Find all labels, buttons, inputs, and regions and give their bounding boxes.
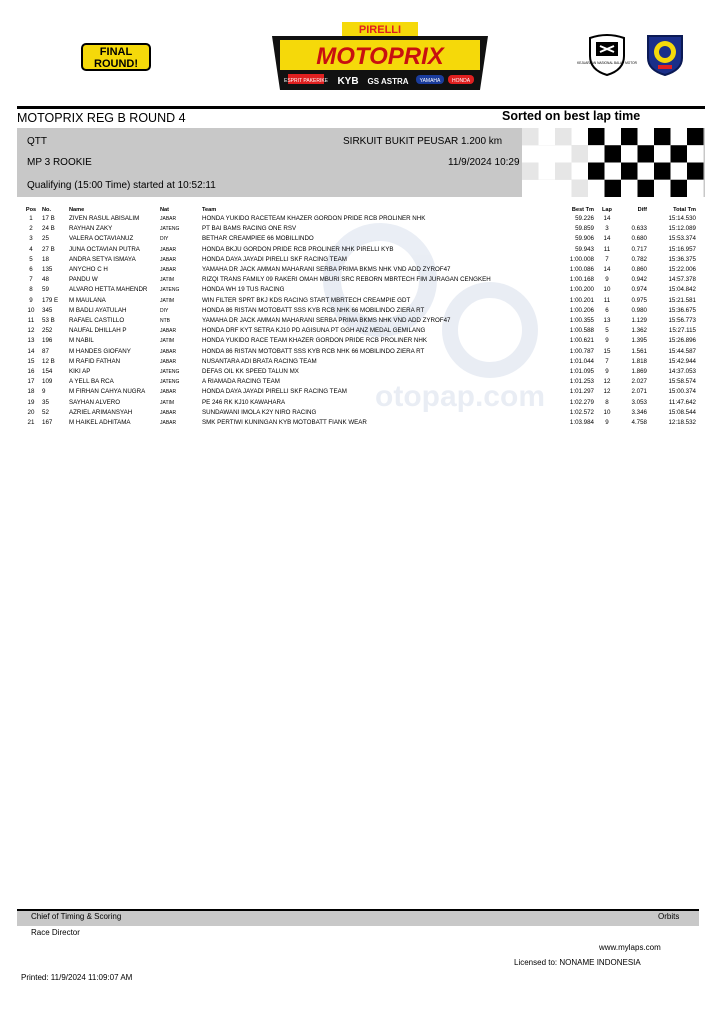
result-total-time: 15:44.587 xyxy=(668,347,696,355)
table-row xyxy=(20,234,696,244)
table-row xyxy=(20,245,696,255)
result-nat: NTB xyxy=(160,318,170,325)
result-best-lap: 9 xyxy=(605,276,609,284)
result-total-time: 15:58.574 xyxy=(668,378,696,386)
result-nat: JABAR xyxy=(160,328,177,335)
results-table xyxy=(20,205,696,428)
result-best-time: 59.943 xyxy=(575,245,594,253)
checker-square xyxy=(621,180,638,197)
result-best-time: 1:00.168 xyxy=(569,276,594,284)
championship-seal-icon xyxy=(577,32,637,76)
pirelli-wordmark: PIRELLI xyxy=(358,24,402,36)
result-diff: 1.129 xyxy=(631,317,647,325)
result-best-time: 1:02.279 xyxy=(569,398,594,406)
checker-square xyxy=(671,128,688,145)
checker-square xyxy=(671,145,688,162)
result-nat: JATENG xyxy=(160,379,180,386)
result-number: 345 xyxy=(42,306,53,314)
result-best-lap: 5 xyxy=(605,327,609,335)
result-best-time: 1:01.044 xyxy=(569,357,594,365)
result-nat: JABAR xyxy=(160,256,177,263)
result-best-lap: 14 xyxy=(603,266,611,274)
result-team: HONDA YUKIDO RACE TEAM KHAZER GORDON PRIDE RCB PROLINER NHK xyxy=(202,337,427,345)
result-pos: 20 xyxy=(27,408,35,416)
table-row xyxy=(20,357,696,367)
final-round-line2: ROUND! xyxy=(94,58,138,70)
result-team: HONDA DRF KYT SETRA KJ10 PD AGISUNA PT GGH ANZ MEDAL GEMILANG xyxy=(202,327,426,335)
result-number: 18 xyxy=(42,255,49,263)
result-nat: DIY xyxy=(160,307,169,314)
result-nat: JABAR xyxy=(160,216,177,222)
checker-square xyxy=(621,128,638,145)
result-nat: JATENG xyxy=(160,369,180,376)
result-best-lap: 15 xyxy=(603,347,611,355)
result-number: 48 xyxy=(42,276,49,284)
result-diff: 3.346 xyxy=(631,408,647,416)
website-link[interactable]: www.mylaps.com xyxy=(599,943,661,952)
result-team: BETHAR CREAMPIEE 66 MOBILLINDO xyxy=(202,235,314,243)
result-total-time: 15:21.581 xyxy=(668,296,696,304)
result-nat: JATIM xyxy=(160,277,175,284)
result-total-time: 15:36.675 xyxy=(668,306,696,314)
result-rider-name: M HAIKEL ADHITAMA xyxy=(69,419,131,427)
checker-square xyxy=(555,145,572,162)
result-team: YAMAHA DR JACK AMMAN MAHARANI SERBA PRIMA BKMS NHK VND ADD ZYROF47 xyxy=(202,266,451,274)
result-total-time: 15:04.842 xyxy=(668,286,696,294)
checker-square xyxy=(687,128,704,145)
checker-square xyxy=(522,145,539,162)
result-team: NUSANTARA ADI BRATA RACING TEAM xyxy=(202,357,317,365)
table-header-row xyxy=(20,205,696,214)
checker-square xyxy=(539,163,556,180)
result-rider-name: ZIVEN RASUL ABISALIM xyxy=(69,215,140,222)
result-rider-name: JUNA OCTAVIAN PUTRA xyxy=(69,245,140,253)
result-best-lap: 11 xyxy=(603,296,611,304)
result-diff: 2.071 xyxy=(631,388,647,396)
checker-square xyxy=(555,180,572,197)
checker-square xyxy=(605,180,622,197)
result-total-time: 12:18.532 xyxy=(668,419,696,427)
result-best-lap: 14 xyxy=(603,235,611,243)
checker-square xyxy=(654,145,671,162)
result-pos: 3 xyxy=(29,235,33,243)
result-diff: 0.942 xyxy=(631,276,647,284)
result-best-time: 1:00.086 xyxy=(569,266,594,274)
result-best-time: 1:00.201 xyxy=(569,296,594,304)
result-team: SMK PERTIWI KUNINGAN KYB MOTOBATT FIANK WEAR xyxy=(202,419,367,427)
result-team: HONDA WH 19 TUS RACING xyxy=(202,286,285,294)
session-datetime: 11/9/2024 10:29 xyxy=(448,157,520,168)
result-pos: 7 xyxy=(29,276,33,284)
result-best-lap: 9 xyxy=(605,337,609,345)
result-number: 196 xyxy=(42,337,53,345)
result-total-time: 15:00.374 xyxy=(668,388,696,396)
result-best-time: 1:01.095 xyxy=(569,368,594,376)
result-best-lap: 7 xyxy=(605,255,609,263)
table-row xyxy=(20,214,696,224)
result-best-time: 1:03.984 xyxy=(569,419,594,427)
result-best-lap: 10 xyxy=(603,286,611,294)
sponsor-esprit: ESPRIT PAKERIKE xyxy=(284,78,328,84)
checker-square xyxy=(671,163,688,180)
result-team: SUNDAWANI IMOLA K2Y NIRO RACING xyxy=(202,408,317,416)
checker-square xyxy=(539,180,556,197)
result-rider-name: M BADLI AYATULAH xyxy=(69,306,127,314)
result-pos: 4 xyxy=(29,245,33,253)
result-best-lap: 9 xyxy=(605,368,609,376)
result-number: 252 xyxy=(42,327,53,335)
result-total-time: 15:16.957 xyxy=(668,245,696,253)
circuit-name: SIRKUIT BUKIT PEUSAR 1.200 km xyxy=(343,136,503,147)
result-team: RIZQI TRANS FAMILY 09 RAKERI OMAH MBURI SRC REBORN MBRTECH FIM JURAGAN CENGKEH xyxy=(202,276,491,284)
result-nat: JABAR xyxy=(160,420,177,427)
result-nat: JATENG xyxy=(160,287,180,294)
result-number: 109 xyxy=(42,378,53,386)
sponsor-kyb: KYB xyxy=(337,76,359,87)
result-team: A RIAMADA RACING TEAM xyxy=(202,378,280,386)
result-rider-name: VALERA OCTAVIANUZ xyxy=(69,235,134,243)
col-diff-header: Diff xyxy=(637,206,647,213)
col-pos-header: Pos xyxy=(25,206,37,213)
checker-square xyxy=(638,145,655,162)
result-team: YAMAHA DR JACK AMMAN MAHARANI SERBA PRIMA BKMS NHK VND ADD ZYROF47 xyxy=(202,317,451,325)
imi-seal-icon xyxy=(644,32,686,76)
result-total-time: 15:36.375 xyxy=(668,255,696,263)
col-total-header: Total Tm xyxy=(673,206,696,213)
checker-square xyxy=(671,180,688,197)
table-row xyxy=(20,326,696,336)
session-code: QTT xyxy=(27,136,47,147)
result-nat: JABAR xyxy=(160,267,177,274)
result-best-lap: 13 xyxy=(603,317,611,325)
checker-square xyxy=(522,128,539,145)
result-diff: 1.561 xyxy=(631,347,647,355)
result-pos: 5 xyxy=(29,255,33,263)
result-best-time: 1:00.008 xyxy=(569,255,594,263)
result-number: 9 xyxy=(42,388,46,396)
result-total-time: 15:14.530 xyxy=(668,215,696,222)
result-diff xyxy=(620,214,647,224)
result-team: HONDA 86 RISTAN MOTOBATT SSS KYB RCB NHK 66 MOBILINDO ZIERA RT xyxy=(202,347,425,355)
col-no-header: No. xyxy=(42,206,52,213)
race-class: MP 3 ROOKIE xyxy=(27,157,92,168)
result-nat: JABAR xyxy=(160,409,177,416)
result-best-time: 59.906 xyxy=(575,235,594,243)
result-team: PT BAI BAMS RACING ONE RSV xyxy=(202,225,297,233)
table-row xyxy=(20,275,696,285)
result-pos: 14 xyxy=(27,347,35,355)
col-best-header: Best Tm xyxy=(571,206,594,213)
result-number: 59 xyxy=(42,286,49,294)
table-row xyxy=(20,377,696,387)
result-diff: 0.633 xyxy=(631,225,647,233)
checker-square xyxy=(539,145,556,162)
result-total-time: 11:47.642 xyxy=(668,398,696,406)
table-row xyxy=(20,408,696,418)
result-diff: 0.860 xyxy=(631,266,647,274)
checker-square xyxy=(522,180,539,197)
printed-timestamp: Printed: 11/9/2024 11:09:07 AM xyxy=(21,973,133,982)
result-number: 27 B xyxy=(42,245,55,253)
sponsor-gs-astra: GS ASTRA xyxy=(367,77,409,86)
result-total-time: 14:57.378 xyxy=(668,276,696,284)
result-number: 87 xyxy=(42,347,49,355)
result-pos: 17 xyxy=(27,378,35,386)
checker-square xyxy=(539,128,556,145)
result-pos: 16 xyxy=(27,368,35,376)
checker-square xyxy=(621,163,638,180)
result-pos: 15 xyxy=(27,357,35,365)
checker-square xyxy=(638,163,655,180)
result-nat: JATIM xyxy=(160,399,175,406)
result-diff: 1.869 xyxy=(631,368,647,376)
checker-square xyxy=(555,163,572,180)
result-team: HONDA BKJU GORDON PRIDE RCB PROLINER NHK PIRELLI KYB xyxy=(202,245,394,253)
result-pos: 13 xyxy=(27,337,35,345)
table-row xyxy=(20,224,696,234)
result-rider-name: AZRIEL ARIMANSYAH xyxy=(69,408,133,416)
result-best-time: 1:00.621 xyxy=(569,337,594,345)
result-pos: 1 xyxy=(29,215,33,222)
result-diff: 2.027 xyxy=(631,378,647,386)
checker-square xyxy=(588,163,605,180)
checker-square xyxy=(654,180,671,197)
result-diff: 0.980 xyxy=(631,306,647,314)
result-diff: 0.717 xyxy=(631,245,647,253)
result-best-lap: 9 xyxy=(605,419,609,427)
result-number: 35 xyxy=(42,398,49,406)
result-rider-name: M RAFID FATHAN xyxy=(69,357,121,365)
race-director-label: Race Director xyxy=(31,928,80,937)
result-team: HONDA DAYA JAYADI PIRELLI SKF RACING TEAM xyxy=(202,255,347,263)
result-pos: 6 xyxy=(29,266,33,274)
col-lap-header: Lap xyxy=(602,206,612,213)
result-total-time: 15:12.089 xyxy=(668,225,696,233)
checker-square xyxy=(687,163,704,180)
col-nat-header: Nat xyxy=(160,206,170,213)
result-pos: 18 xyxy=(27,388,35,396)
result-pos: 12 xyxy=(27,327,35,335)
result-best-lap: 12 xyxy=(603,378,611,386)
result-nat: JABAR xyxy=(160,358,177,365)
seal-left-text: KEJUARAAN NASIONAL BALAP MOTOR xyxy=(577,61,637,65)
result-rider-name: SAYHAN ALVERO xyxy=(69,398,121,406)
result-rider-name: M NABIL xyxy=(69,337,94,345)
motoprix-wordmark: MOTOPRIX xyxy=(316,43,444,70)
result-number: 135 xyxy=(42,266,53,274)
result-nat: JATIM xyxy=(160,297,175,304)
result-diff: 0.975 xyxy=(631,296,647,304)
checker-square xyxy=(605,128,622,145)
result-best-lap: 12 xyxy=(603,388,611,396)
result-number: 25 xyxy=(42,235,49,243)
result-diff: 4.758 xyxy=(631,419,647,427)
result-best-lap: 3 xyxy=(605,225,609,233)
result-total-time: 14:37.053 xyxy=(668,368,696,376)
checker-square xyxy=(588,180,605,197)
result-team: PE 246 RK KJ10 KAWAHARA xyxy=(202,398,286,406)
result-pos: 11 xyxy=(27,317,35,325)
motoprix-logo xyxy=(266,22,494,94)
result-rider-name: M MAULANA xyxy=(69,296,106,304)
sponsor-yamaha: YAMAHA xyxy=(419,78,441,84)
result-team: WIN FILTER SPRT BKJ KDS RACING START MBRTECH CREAMPIE GDT xyxy=(202,296,411,304)
result-best-time: 1:00.355 xyxy=(569,317,594,325)
result-best-time: 1:00.200 xyxy=(569,286,594,294)
checker-square xyxy=(605,145,622,162)
watermark-text: otopap.com xyxy=(375,380,545,413)
orbits-label: Orbits xyxy=(658,912,680,921)
result-pos: 10 xyxy=(27,306,35,314)
result-number: 179 E xyxy=(42,296,59,304)
result-team: HONDA DAYA JAYADI PIRELLI SKF RACING TEAM xyxy=(202,388,347,396)
result-pos: 8 xyxy=(29,286,33,294)
license-text: Licensed to: NONAME INDONESIA xyxy=(514,958,641,967)
result-total-time: 15:08.544 xyxy=(668,408,696,416)
result-number: 12 B xyxy=(42,357,55,365)
table-row xyxy=(20,367,696,377)
result-rider-name: ANYCHO C H xyxy=(69,266,108,274)
checker-square xyxy=(605,163,622,180)
result-diff: 1.818 xyxy=(631,357,647,365)
result-nat: JABAR xyxy=(160,348,177,355)
result-best-time: 1:00.787 xyxy=(569,347,594,355)
result-best-time: 1:01.253 xyxy=(569,378,594,386)
result-total-time: 15:56.773 xyxy=(668,317,696,325)
result-nat: JATENG xyxy=(160,226,180,233)
checker-square xyxy=(572,163,589,180)
result-rider-name: ANDRA SETYA ISMAYA xyxy=(69,255,136,263)
checker-square xyxy=(588,145,605,162)
result-diff: 0.680 xyxy=(631,235,647,243)
result-diff: 0.782 xyxy=(631,255,647,263)
checker-square xyxy=(555,128,572,145)
result-number: 167 xyxy=(42,419,53,427)
result-total-time: 15:53.374 xyxy=(668,235,696,243)
result-best-lap: 14 xyxy=(603,215,611,222)
result-pos: 19 xyxy=(27,398,35,406)
table-row xyxy=(20,296,696,306)
table-row xyxy=(20,306,696,316)
checker-square xyxy=(621,145,638,162)
table-row xyxy=(20,387,696,397)
final-round-logo xyxy=(80,42,152,72)
checker-square xyxy=(687,180,704,197)
result-best-time: 1:00.588 xyxy=(569,327,594,335)
result-best-time: 1:01.297 xyxy=(569,388,594,396)
final-round-line1: FINAL xyxy=(99,46,133,58)
result-best-time: 1:00.206 xyxy=(569,306,594,314)
checker-square xyxy=(572,128,589,145)
checkered-flag-pattern xyxy=(522,128,705,197)
table-row xyxy=(20,398,696,408)
result-total-time: 15:42.944 xyxy=(668,357,696,365)
result-number: 53 B xyxy=(42,317,55,325)
result-diff: 1.395 xyxy=(631,337,647,345)
result-best-time: 59.226 xyxy=(575,215,594,222)
result-pos: 2 xyxy=(29,225,33,233)
result-best-lap: 11 xyxy=(603,245,611,253)
result-rider-name: M FIRHAN CAHYA NUGRA xyxy=(69,388,146,396)
result-total-time: 15:27.115 xyxy=(668,327,696,335)
result-rider-name: NAUFAL DHILLAH P xyxy=(69,327,127,335)
checker-square xyxy=(638,180,655,197)
result-team: HONDA 86 RISTAN MOTOBATT SSS KYB RCB NHK 66 MOBILINDO ZIERA RT xyxy=(202,306,425,314)
result-rider-name: A YELL BA RCA xyxy=(69,378,114,386)
sort-label: Sorted on best lap time xyxy=(502,109,641,123)
result-number: 24 B xyxy=(42,225,55,233)
table-row xyxy=(20,336,696,346)
result-team: HONDA YUKIDO RACETEAM KHAZER GORDON PRIDE RCB PROLINER NHK xyxy=(202,215,426,222)
table-row xyxy=(20,265,696,275)
result-number: 17 B xyxy=(42,215,55,222)
session-description: Qualifying (15:00 Time) started at 10:52:11 xyxy=(27,180,216,191)
checker-square xyxy=(572,145,589,162)
checker-square xyxy=(687,145,704,162)
result-nat: JABAR xyxy=(160,389,177,396)
result-best-lap: 7 xyxy=(605,357,609,365)
result-diff: 3.053 xyxy=(631,398,647,406)
result-rider-name: M HANDES GIOFANY xyxy=(69,347,131,355)
result-total-time: 15:26.896 xyxy=(668,337,696,345)
result-nat: JATIM xyxy=(160,338,175,345)
result-nat: DIY xyxy=(160,236,169,243)
result-pos: 21 xyxy=(27,419,35,427)
result-rider-name: RAFAEL CASTILLO xyxy=(69,317,125,325)
table-row xyxy=(20,255,696,265)
result-best-time: 59.859 xyxy=(575,225,594,233)
result-diff: 1.362 xyxy=(631,327,647,335)
col-name-header: Name xyxy=(69,206,85,213)
checker-square xyxy=(588,128,605,145)
table-row xyxy=(20,285,696,295)
checker-square xyxy=(654,163,671,180)
event-title: MOTOPRIX REG B ROUND 4 xyxy=(17,111,186,125)
result-pos: 9 xyxy=(29,296,33,304)
col-team-header: Team xyxy=(202,206,217,213)
result-best-lap: 10 xyxy=(603,408,611,416)
result-total-time: 15:22.006 xyxy=(668,266,696,274)
result-best-lap: 6 xyxy=(605,306,609,314)
result-best-time: 1:02.572 xyxy=(569,408,594,416)
result-number: 154 xyxy=(42,368,53,376)
table-row xyxy=(20,316,696,326)
result-rider-name: RAYHAN ZAKY xyxy=(69,225,113,233)
chief-of-timing-label: Chief of Timing & Scoring xyxy=(31,912,122,921)
result-best-lap: 8 xyxy=(605,398,609,406)
table-row xyxy=(20,418,696,428)
result-rider-name: ALVARO HETTA MAHENDR xyxy=(69,286,148,294)
checker-square xyxy=(654,128,671,145)
checker-square xyxy=(522,163,539,180)
table-row xyxy=(20,347,696,357)
result-number: 52 xyxy=(42,408,49,416)
result-rider-name: PANDU W xyxy=(69,276,98,284)
checker-square xyxy=(638,128,655,145)
result-rider-name: KIKI AP xyxy=(69,368,91,376)
sponsor-honda: HONDA xyxy=(451,78,471,84)
result-nat: JABAR xyxy=(160,246,177,253)
result-team: DEFAS OIL KK SPEED TALUN MX xyxy=(202,368,299,376)
checker-square xyxy=(572,180,589,197)
result-diff: 0.974 xyxy=(631,286,647,294)
